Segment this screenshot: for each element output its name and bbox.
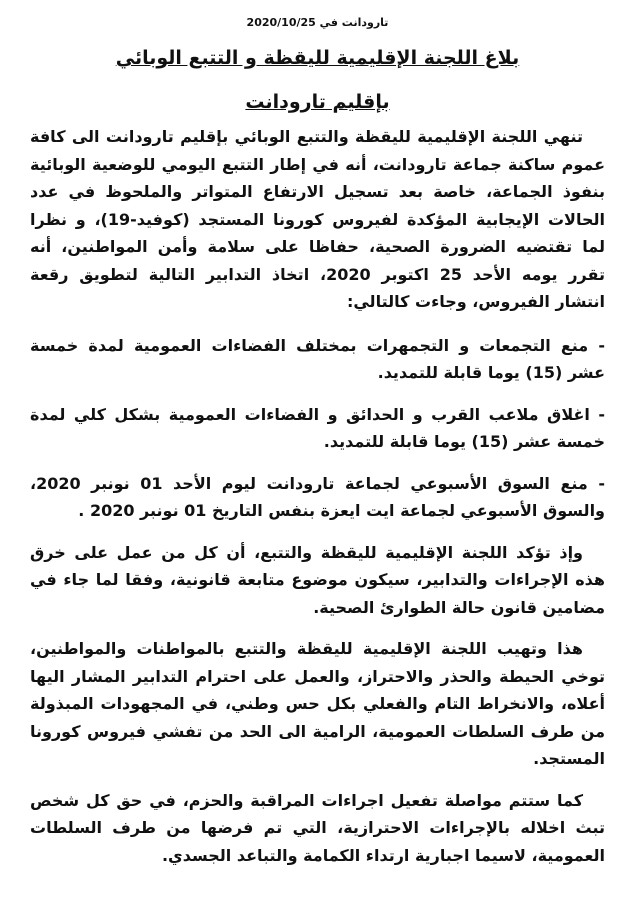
measure-item-gatherings: - منع التجمعات و التجمهرات بمختلف الفضاءات العمومية لمدة خمسة عشر (15) يوما قابلة للتمديد. (30, 335, 605, 382)
intro-paragraph: تنهي اللجنة الإقليمية لليقظة والتتبع الوبائي بإقليم تارودانت الى كافة عموم ساكنة جماعة تارودانت، أنه في إطار التتبع اليومي للوضعية الوبائية بنفوذ الجماعة، خاصة بعد تسجيل الارتفاع المتواتر والملحوظ في عدد الحالات الإيجابية المؤكدة لفيروس كورونا المستجد (كوفيد-19)، و نظرا لما تقتضيه الضرورة الصحية، حفاظا على سلامة وأمن المواطنين، أنه تقرر يومه الأحد 25 اكتوبر 2020، اتخاذ التدابير التالية لتطويق رقعة انتشار الفيروس، وجاءت كالتالي: (30, 127, 606, 311)
document-title: بلاغ اللجنة الإقليمية لليقظة و التتبع الوبائي (115, 47, 520, 69)
measure-item-parks: - اغلاق ملاعب القرب و الحدائق و الفضاءات العمومية بشكل كلي لمدة خمسة عشر (15) يوما قابلة للتمديد. (30, 404, 605, 451)
measure-item-souk: - منع السوق الأسبوعي لجماعة تارودانت ليوم الأحد 01 نونبر 2020، والسوق الأسبوعي لجماعة ايت ايعزة بنفس التاريخ 01 نونبر 2020 . (30, 473, 605, 520)
monitoring-paragraph: كما ستتم مواصلة تفعيل اجراءات المراقبة والحزم، في حق كل شخص تبث اخلاله بالإجراءات الاحترازية، التي تم فرضها من طرف السلطات العمومية، لاسيما اجبارية ارتداء الكمامة والتباعد الجسدي. (30, 790, 605, 865)
document-subtitle: بإقليم تارودانت (245, 91, 390, 113)
enforcement-paragraph: وإذ تؤكد اللجنة الإقليمية لليقظة والتتبع، أن كل من عمل على خرق هذه الإجراءات والتدابير، سيكون موضوع متابعة قانونية، وفقا لما جاء في مضامين قانون حالة الطوارئ الصحية. (30, 542, 605, 617)
dateline: تارودانت في 2020/10/25 (246, 16, 389, 29)
appeal-paragraph: هذا وتهيب اللجنة الإقليمية لليقظة والتتبع بالمواطنات والمواطنين، توخي الحيطة والحذر والاحتراز، والعمل على احترام التدابير المشار اليها أعلاه، والانخراط التام والفعلي بكل حس وطني، في المجهودات المبذولة من طرف السلطات العمومية، الرامية الى الحد من تفشي فيروس كورونا المستجد. (30, 639, 605, 768)
